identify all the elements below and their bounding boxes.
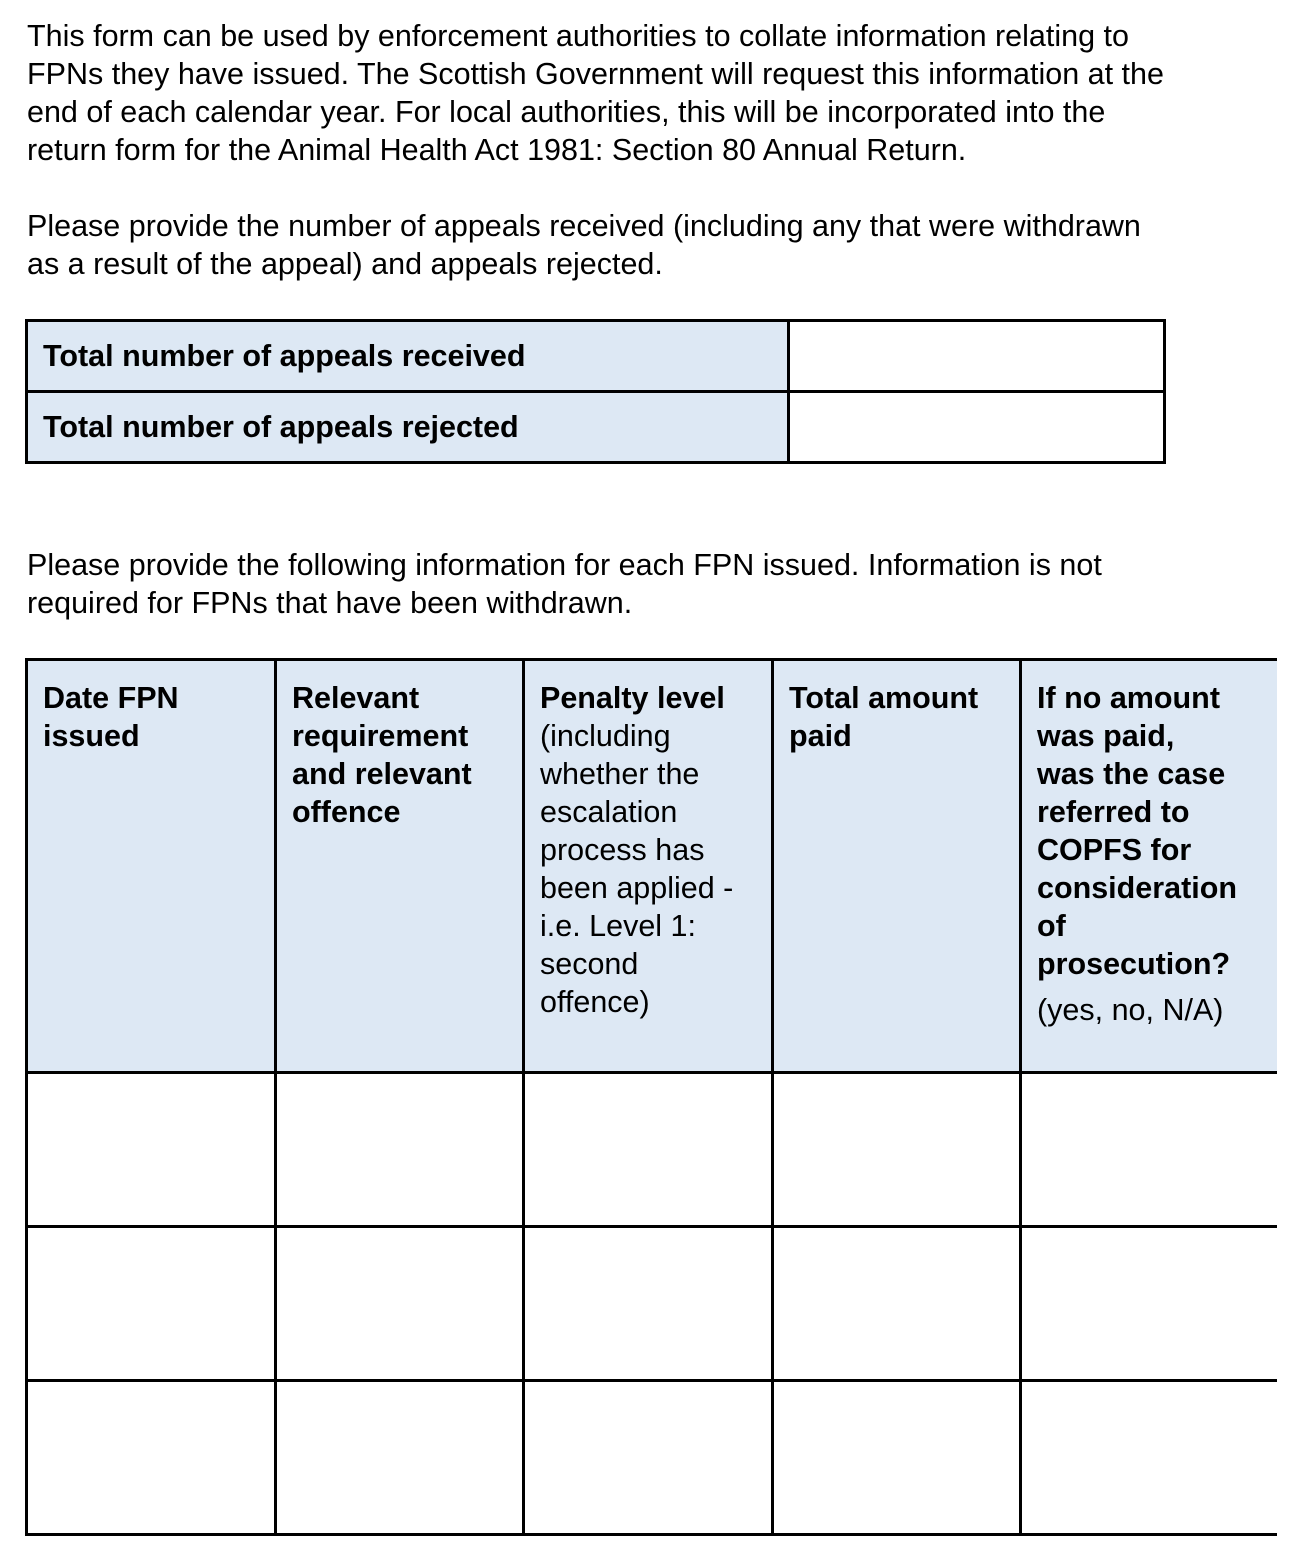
column-header-bold-text: Penalty level [540,681,725,715]
table-cell-relevant-requirement[interactable] [276,1073,524,1227]
table-cell-penalty-level[interactable] [524,1381,773,1535]
intro-line: This form can be used by enforcement authorities to collate information relating to [27,19,1129,53]
column-header-note: (yes, no, N/A) [1037,993,1224,1027]
column-header-bold-text: prosecution? [1037,947,1231,981]
fpn-header-row [27,660,1277,1073]
table-cell-total-amount-paid[interactable] [773,1381,1021,1535]
table-row [27,1073,1277,1227]
column-header-text: i.e. Level 1: [540,909,696,943]
fpn-instruction-line: Please provide the following information for each FPN issued. Information is not [27,548,1102,582]
column-header-text: offence) [540,985,650,1019]
table-cell-copfs-referral[interactable] [1021,1381,1277,1535]
column-header-bold-text: of [1037,909,1066,943]
appeals-instruction-line: Please provide the number of appeals received (including any that were withdrawn [27,209,1141,243]
column-header-text: whether the [540,757,700,791]
table-cell-relevant-requirement[interactable] [276,1381,524,1535]
column-header-relevant-requirement [276,660,524,1073]
table-row [27,1227,1277,1381]
column-header-date-fpn-issued [27,660,276,1073]
fpn-table-body [27,1073,1277,1535]
appeals-table [25,319,1166,464]
appeals-rejected-label: Total number of appeals rejected [27,392,789,463]
column-header-bold-text: and relevant [292,757,472,791]
column-header-bold-text: issued [43,719,140,753]
table-cell-relevant-requirement[interactable] [276,1227,524,1381]
column-header-copfs-referral [1021,660,1277,1073]
intro-line: FPNs they have issued. The Scottish Government will request this information at the [27,57,1164,91]
appeals-rejected-field[interactable] [789,392,1165,463]
intro-line: return form for the Animal Health Act 1981: Section 80 Annual Return. [27,133,967,167]
column-header-text: process has [540,833,705,867]
column-header-bold-text: paid [789,719,852,753]
table-cell-penalty-level[interactable] [524,1073,773,1227]
column-header-bold-text: referred to [1037,795,1190,829]
column-header-bold-text: Total amount [789,681,979,715]
column-header-text: second [540,947,639,981]
column-header-bold-text: consideration [1037,871,1237,905]
appeals-received-label: Total number of appeals received [27,321,789,392]
column-header-text: (including [540,719,671,753]
intro-paragraph [27,17,1164,169]
table-cell-penalty-level[interactable] [524,1227,773,1381]
table-cell-copfs-referral[interactable] [1021,1073,1277,1227]
fpn-table [25,658,1277,1536]
column-header-text: been applied - [540,871,734,905]
column-header-bold-text: offence [292,795,401,829]
column-header-bold-text: was paid, [1037,719,1175,753]
table-cell-date-fpn-issued[interactable] [27,1073,276,1227]
fpn-instruction [27,546,1102,622]
column-header-total-amount-paid [773,660,1021,1073]
table-cell-date-fpn-issued[interactable] [27,1381,276,1535]
appeals-received-field[interactable] [789,321,1165,392]
table-cell-copfs-referral[interactable] [1021,1227,1277,1381]
table-cell-date-fpn-issued[interactable] [27,1227,276,1381]
table-cell-total-amount-paid[interactable] [773,1073,1021,1227]
column-header-bold-text: COPFS for [1037,833,1192,867]
column-header-bold-text: requirement [292,719,469,753]
table-cell-total-amount-paid[interactable] [773,1227,1021,1381]
column-header-bold-text: Date FPN [43,681,179,715]
column-header-bold-text: was the case [1037,757,1226,791]
appeals-instruction [27,207,1141,283]
appeals-instruction-line: as a result of the appeal) and appeals rejected. [27,247,663,281]
table-row [27,1381,1277,1535]
appeals-received-row [27,321,1165,392]
column-header-bold-text: Relevant [292,681,420,715]
intro-line: end of each calendar year. For local authorities, this will be incorporated into the [27,95,1106,129]
column-header-penalty-level [524,660,773,1073]
fpn-instruction-line: required for FPNs that have been withdrawn. [27,586,633,620]
column-header-text: escalation [540,795,678,829]
column-header-bold-text: If no amount [1037,681,1220,715]
appeals-rejected-row [27,392,1165,463]
